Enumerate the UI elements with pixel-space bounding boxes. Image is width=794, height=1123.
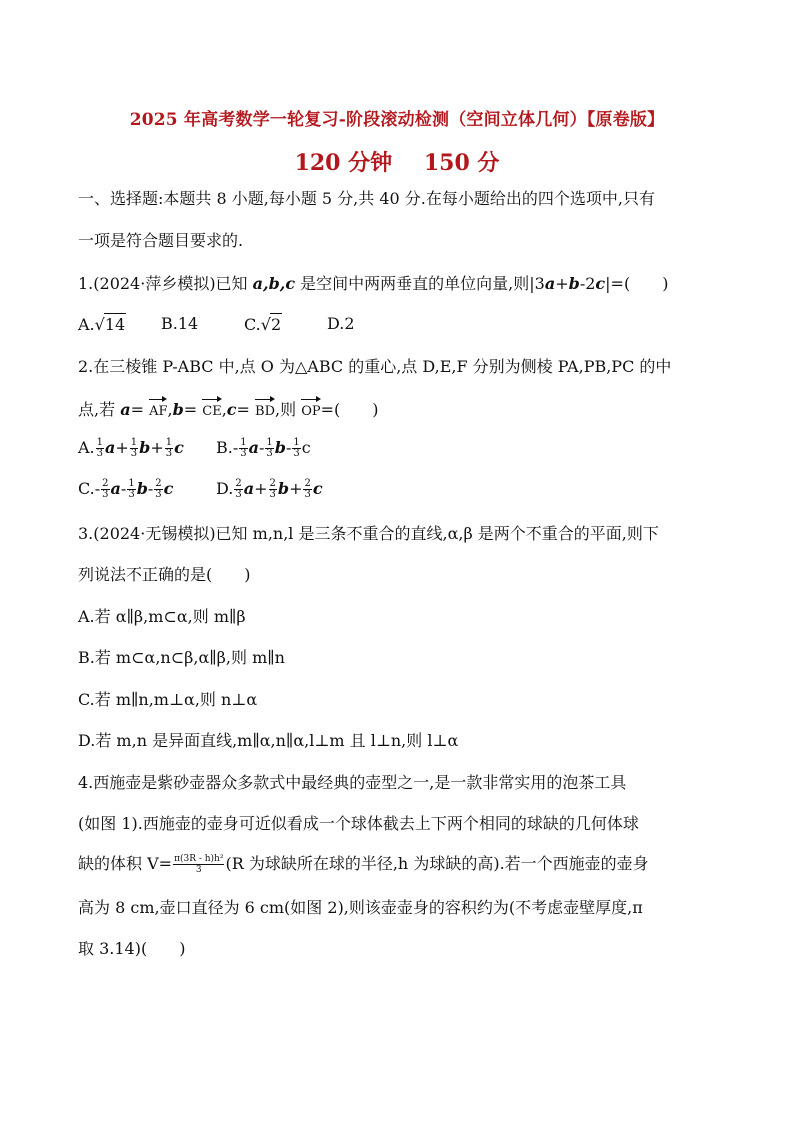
question-4-line1: 4.西施壶是紫砂壶器众多款式中最经典的壶型之一,是一款非常实用的泡茶工具: [78, 773, 627, 792]
section-instructions-line2: 一项是符合题目要求的.: [78, 231, 244, 250]
q2-line2-prefix: 点,若: [78, 400, 121, 419]
fraction: $\frac{2}{3}$: [235, 478, 242, 500]
fraction: $\frac{1}{3}$: [240, 437, 247, 459]
exam-info: [0, 146, 794, 177]
vector-ce: CE: [202, 397, 221, 423]
q1-option-c-label: C.: [244, 315, 261, 334]
fraction: $\frac{1}{3}$: [165, 437, 173, 459]
vector-op: OP: [301, 397, 320, 423]
q2-option-a[interactable]: A. $\frac{1}{3}$ a+ $\frac{1}{3}$ b+ $\frac{1}{3}$ c: [78, 437, 184, 459]
section-instructions-line1: 一、选择题:本题共 8 小题,每小题 5 分,共 40 分.在每小题给出的四个选项中,只有: [78, 189, 655, 208]
exam-score: 150 分: [423, 150, 500, 176]
fraction: $\frac{2}{3}$: [269, 478, 276, 500]
fraction: $\frac{2}{3}$: [304, 478, 311, 500]
fraction: $\frac{1}{3}$: [96, 437, 104, 459]
exam-time: 120 分钟: [294, 150, 393, 176]
q2-option-b[interactable]: B.- $\frac{1}{3}$ a- $\frac{1}{3}$ b- $\frac{1}{3}$ c: [216, 437, 311, 459]
q1-expr: a: [544, 274, 556, 293]
question-2-line2: 点,若 a= AF,b= CE,c= BD,则 OP=( ): [78, 397, 728, 423]
q2-option-b-label: B.-: [216, 438, 239, 457]
document-title: 2025 年高考数学一轮复习-阶段滚动检测（空间立体几何）【原卷版】: [129, 110, 665, 130]
question-4-line3: [78, 853, 728, 875]
q1-option-a-label: A.: [78, 315, 95, 334]
q2-line2-end: =( ): [320, 400, 379, 419]
q1-option-a[interactable]: A.√14: [78, 315, 126, 334]
q2-option-c-label: C.-: [78, 479, 101, 498]
q2-option-a-label: A.: [78, 438, 95, 457]
fraction: $\frac{1}{3}$: [130, 437, 138, 459]
q1-end: |=( ): [605, 274, 669, 293]
formula-numerator: π(3R - h)h²: [174, 854, 224, 864]
q1-option-c-value: 2: [270, 315, 282, 334]
question-4-line2: (如图 1).西施壶的壶身可近似看成一个球体截去上下两个相同的球缺的几何体球: [78, 814, 639, 833]
q2-option-d[interactable]: D. $\frac{2}{3}$ a+ $\frac{2}{3}$ b+ $\frac{2}{3}$ c: [216, 478, 323, 500]
question-4-line5: 取 3.14)( ): [78, 939, 186, 958]
q2-var-a: a: [120, 400, 131, 419]
q3-option-b[interactable]: B.若 m⊂α,n⊂β,α∥β,则 m∥n: [78, 648, 285, 667]
question-1: 1.(2024·萍乡模拟)已知 a,b,c 是空间中两两垂直的单位向量,则|3a+b-2c|=( ): [78, 274, 669, 293]
q4-line3-suffix: (R 为球缺所在球的半径,h 为球缺的高).若一个西施壶的壶身: [225, 854, 649, 873]
q2-option-d-label: D.: [216, 479, 234, 498]
vector-bd: BD: [255, 397, 275, 423]
vector-af: AF: [149, 397, 167, 423]
q2-var-b: b: [172, 400, 184, 419]
fraction: $\frac{1}{3}$: [293, 437, 300, 459]
question-3-line1: 3.(2024·无锡模拟)已知 m,n,l 是三条不重合的直线,α,β 是两个不重合的平面,则下: [78, 524, 659, 543]
formula-denominator: 3: [195, 865, 202, 875]
q1-option-c[interactable]: C.√2: [244, 315, 282, 334]
q1-prefix: 1.(2024·萍乡模拟)已知: [78, 274, 253, 293]
q3-option-a[interactable]: A.若 α∥β,m⊂α,则 m∥β: [78, 607, 246, 626]
q1-option-a-value: 14: [104, 315, 126, 334]
q3-option-c[interactable]: C.若 m∥n,m⊥α,则 n⊥α: [78, 690, 258, 709]
question-4-line4: 高为 8 cm,壶口直径为 6 cm(如图 2),则该壶壶身的容积约为(不考虑壶壁厚度,π: [78, 898, 643, 917]
q4-line3-prefix: 缺的体积 V=: [78, 854, 173, 873]
question-2-line1: 2.在三棱锥 P-ABC 中,点 O 为△ABC 的重心,点 D,E,F 分别为侧棱 PA,PB,PC 的中: [78, 357, 672, 376]
fraction: $\frac{1}{3}$: [266, 437, 273, 459]
q1-option-b[interactable]: B.14: [161, 314, 199, 333]
fraction: $\frac{2}{3}$: [155, 478, 162, 500]
q1-expr-c: c: [595, 274, 606, 293]
q2-var-c: c: [226, 400, 237, 419]
q1-expr-b: b: [568, 274, 580, 293]
fraction: $\frac{2}{3}$: [102, 478, 109, 500]
q2-option-c[interactable]: C.- $\frac{2}{3}$ a- $\frac{1}{3}$ b- $\frac{2}{3}$ c: [78, 478, 174, 500]
q1-vectors: a,b,c: [252, 274, 296, 293]
fraction: $\frac{1}{3}$: [128, 478, 135, 500]
spherical-cap-volume-formula: [173, 854, 224, 875]
question-3-line2: 列说法不正确的是( ): [78, 565, 251, 584]
q1-mid: 是空间中两两垂直的单位向量,则|3: [295, 274, 545, 293]
q3-option-d[interactable]: D.若 m,n 是异面直线,m∥α,n∥α,l⊥m 且 l⊥n,则 l⊥α: [78, 731, 459, 750]
q1-option-d[interactable]: D.2: [327, 314, 355, 333]
